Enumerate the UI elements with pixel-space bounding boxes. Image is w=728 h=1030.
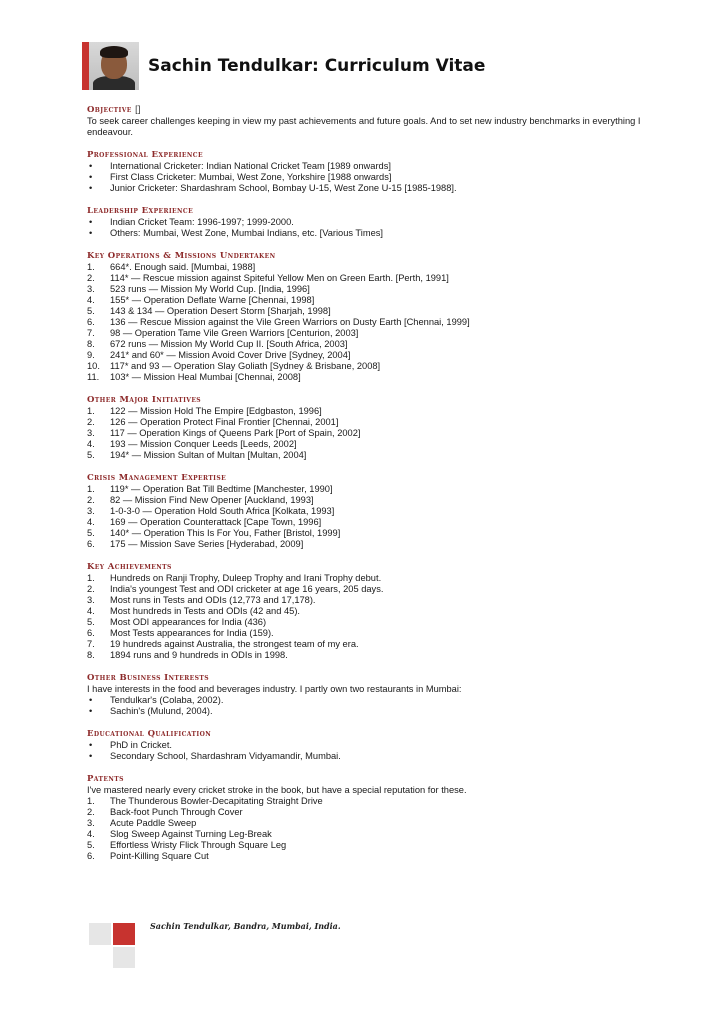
list-item-text: Most ODI appearances for India (436) bbox=[110, 617, 267, 627]
list-item bbox=[87, 751, 647, 762]
section-heading: Patents bbox=[87, 774, 124, 784]
section-professional-experience bbox=[87, 149, 647, 194]
section-patents bbox=[87, 773, 647, 862]
list-number: 2. bbox=[87, 417, 95, 427]
list-item-text: 169 — Operation Counterattack [Cape Town, 1996] bbox=[110, 517, 322, 527]
list-item-text: Others: Mumbai, West Zone, Mumbai Indians, etc. [Various Times] bbox=[110, 228, 383, 238]
list-number: 10. bbox=[87, 361, 100, 371]
section-crisis-management bbox=[87, 472, 647, 550]
list-item bbox=[87, 617, 647, 628]
objective-text: To seek career challenges keeping in view my past achievements and future goals. And to set new industry benchmarks in everything I endeavour. bbox=[87, 116, 641, 137]
list-item bbox=[87, 528, 647, 539]
list-number: 3. bbox=[87, 595, 95, 605]
list-item bbox=[87, 851, 647, 862]
bullet-icon: • bbox=[89, 706, 93, 716]
list-item bbox=[87, 306, 647, 317]
list-item-text: 82 — Mission Find New Opener [Auckland, 1993] bbox=[110, 495, 314, 505]
section-heading: Key Achievements bbox=[87, 562, 172, 572]
list-item bbox=[87, 573, 647, 584]
footer-address: Sachin Tendulkar, Bandra, Mumbai, India. bbox=[150, 921, 341, 931]
list-item bbox=[87, 484, 647, 495]
list-number: 9. bbox=[87, 350, 95, 360]
placeholder-marker: [] bbox=[135, 104, 141, 114]
list-item bbox=[87, 796, 647, 807]
list-item-text: 114* — Rescue mission against Spiteful Yellow Men on Green Earth. [Perth, 1991] bbox=[110, 273, 449, 283]
list-item bbox=[87, 417, 647, 428]
list-item bbox=[87, 450, 647, 461]
list-item-text: 1894 runs and 9 hundreds in ODIs in 1998. bbox=[110, 650, 288, 660]
list-item bbox=[87, 517, 647, 528]
list-item bbox=[87, 606, 647, 617]
list-item-text: Tendulkar's (Colaba, 2002). bbox=[110, 695, 224, 705]
list-item-text: 672 runs — Mission My World Cup II. [South Africa, 2003] bbox=[110, 339, 348, 349]
list-item bbox=[87, 706, 647, 717]
footer-accent-square bbox=[113, 923, 135, 945]
list-item bbox=[87, 639, 647, 650]
objective-heading: Objective bbox=[87, 105, 132, 115]
list-number: 3. bbox=[87, 818, 95, 828]
list-item-text: Sachin's (Mulund, 2004). bbox=[110, 706, 213, 716]
list-item bbox=[87, 439, 647, 450]
list-item bbox=[87, 695, 647, 706]
list-item bbox=[87, 829, 647, 840]
list-number: 1. bbox=[87, 484, 95, 494]
list-item-text: Hundreds on Ranji Trophy, Duleep Trophy and Irani Trophy debut. bbox=[110, 573, 382, 583]
list-number: 2. bbox=[87, 495, 95, 505]
list-item-text: 136 — Rescue Mission against the Vile Green Warriors on Dusty Earth [Chennai, 1999] bbox=[110, 317, 470, 327]
list-number: 5. bbox=[87, 617, 95, 627]
list-item-text: 664*. Enough said. [Mumbai, 1988] bbox=[110, 262, 256, 272]
list-item-text: 122 — Mission Hold The Empire [Edgbaston, 1996] bbox=[110, 406, 322, 416]
list-item bbox=[87, 428, 647, 439]
section-heading: Crisis Management Expertise bbox=[87, 473, 227, 483]
list-item-text: 241* and 60* — Mission Avoid Cover Drive [Sydney, 2004] bbox=[110, 350, 351, 360]
list-item-text: The Thunderous Bowler-Decapitating Straight Drive bbox=[110, 796, 323, 806]
list-item-text: Indian Cricket Team: 1996-1997; 1999-2000. bbox=[110, 217, 294, 227]
list-number: 11. bbox=[87, 372, 100, 382]
list-number: 1. bbox=[87, 573, 95, 583]
list-number: 5. bbox=[87, 306, 95, 316]
list-item-text: PhD in Cricket. bbox=[110, 740, 172, 750]
list-item bbox=[87, 506, 647, 517]
list-number: 2. bbox=[87, 584, 95, 594]
section-heading: Professional Experience bbox=[87, 150, 203, 160]
list-number: 5. bbox=[87, 450, 95, 460]
bullet-icon: • bbox=[89, 161, 93, 171]
list-item bbox=[87, 172, 647, 183]
list-item bbox=[87, 328, 647, 339]
list-item-text: 175 — Mission Save Series [Hyderabad, 2009] bbox=[110, 539, 304, 549]
list-item-text: Most Tests appearances for India (159). bbox=[110, 628, 274, 638]
list-item-text: 155* — Operation Deflate Warne [Chennai, 1998] bbox=[110, 295, 315, 305]
list-item bbox=[87, 217, 647, 228]
list-item-text: Effortless Wristy Flick Through Square Leg bbox=[110, 840, 287, 850]
list-item-text: Secondary School, Shardashram Vidyamandir, Mumbai. bbox=[110, 751, 341, 761]
list-number: 4. bbox=[87, 517, 95, 527]
accent-bar bbox=[82, 42, 89, 90]
list-item bbox=[87, 406, 647, 417]
profile-photo bbox=[89, 42, 139, 90]
list-item-text: 194* — Mission Sultan of Multan [Multan, 2004] bbox=[110, 450, 307, 460]
resume-body bbox=[87, 103, 647, 873]
section-other-initiatives bbox=[87, 394, 647, 461]
list-number: 4. bbox=[87, 829, 95, 839]
list-item bbox=[87, 628, 647, 639]
list-item bbox=[87, 807, 647, 818]
list-number: 5. bbox=[87, 528, 95, 538]
list-item-text: India's youngest Test and ODI cricketer at age 16 years, 205 days. bbox=[110, 584, 384, 594]
list-number: 4. bbox=[87, 439, 95, 449]
bullet-icon: • bbox=[89, 183, 93, 193]
list-number: 7. bbox=[87, 328, 95, 338]
list-item-text: 119* — Operation Bat Till Bedtime [Manchester, 1990] bbox=[110, 484, 333, 494]
section-key-achievements bbox=[87, 561, 647, 661]
list-item bbox=[87, 595, 647, 606]
list-item-text: 117 — Operation Kings of Queens Park [Port of Spain, 2002] bbox=[110, 428, 361, 438]
bullet-icon: • bbox=[89, 172, 93, 182]
bullet-icon: • bbox=[89, 217, 93, 227]
list-number: 6. bbox=[87, 628, 95, 638]
list-item-text: 1-0-3-0 — Operation Hold South Africa [Kolkata, 1993] bbox=[110, 506, 335, 516]
numbered-list bbox=[87, 573, 647, 661]
section-heading: Other Business Interests bbox=[87, 673, 209, 683]
list-number: 4. bbox=[87, 606, 95, 616]
list-item-text: 19 hundreds against Australia, the strongest team of my era. bbox=[110, 639, 359, 649]
list-item-text: Slog Sweep Against Turning Leg-Break bbox=[110, 829, 272, 839]
list-item-text: Most runs in Tests and ODIs (12,773 and 17,178). bbox=[110, 595, 316, 605]
footer-square bbox=[89, 923, 111, 945]
list-item-text: 523 runs — Mission My World Cup. [India, 1996] bbox=[110, 284, 310, 294]
list-item bbox=[87, 262, 647, 273]
list-number: 2. bbox=[87, 273, 95, 283]
list-item bbox=[87, 584, 647, 595]
bullet-icon: • bbox=[89, 740, 93, 750]
list-item bbox=[87, 228, 647, 239]
list-number: 1. bbox=[87, 796, 95, 806]
list-number: 8. bbox=[87, 650, 95, 660]
list-number: 4. bbox=[87, 295, 95, 305]
bullet-list bbox=[87, 217, 647, 239]
list-number: 1. bbox=[87, 406, 95, 416]
bullet-icon: • bbox=[89, 751, 93, 761]
list-number: 1. bbox=[87, 262, 95, 272]
bullet-list bbox=[87, 740, 647, 762]
list-number: 5. bbox=[87, 840, 95, 850]
list-item bbox=[87, 295, 647, 306]
list-item-text: 103* — Mission Heal Mumbai [Chennai, 2008] bbox=[110, 372, 301, 382]
section-heading: Educational Qualification bbox=[87, 729, 212, 739]
list-number: 8. bbox=[87, 339, 95, 349]
section-business-interests bbox=[87, 672, 647, 717]
section-heading: Leadership Experience bbox=[87, 206, 194, 216]
list-number: 3. bbox=[87, 284, 95, 294]
list-number: 3. bbox=[87, 428, 95, 438]
list-item bbox=[87, 284, 647, 295]
section-heading: Key Operations & Missions Undertaken bbox=[87, 251, 276, 261]
list-item bbox=[87, 650, 647, 661]
list-item-text: Acute Paddle Sweep bbox=[110, 818, 197, 828]
footer-square bbox=[113, 947, 135, 968]
list-item-text: 126 — Operation Protect Final Frontier [Chennai, 2001] bbox=[110, 417, 339, 427]
list-item bbox=[87, 740, 647, 751]
list-item bbox=[87, 161, 647, 172]
list-item bbox=[87, 183, 647, 194]
list-number: 7. bbox=[87, 639, 95, 649]
list-item bbox=[87, 339, 647, 350]
list-item bbox=[87, 840, 647, 851]
list-item-text: First Class Cricketer: Mumbai, West Zone, Yorkshire [1988 onwards] bbox=[110, 172, 392, 182]
list-item-text: International Cricketer: Indian National Cricket Team [1989 onwards] bbox=[110, 161, 391, 171]
list-number: 6. bbox=[87, 539, 95, 549]
business-text: I have interests in the food and beverages industry. I partly own two restaurants in Mumbai: bbox=[87, 684, 462, 694]
patents-text: I've mastered nearly every cricket stroke in the book, but have a special reputation for these. bbox=[87, 785, 467, 795]
list-item bbox=[87, 361, 647, 372]
section-objective bbox=[87, 103, 647, 138]
list-item bbox=[87, 539, 647, 550]
page-title: Sachin Tendulkar: Curriculum Vitae bbox=[148, 56, 486, 76]
list-item bbox=[87, 317, 647, 328]
numbered-list bbox=[87, 484, 647, 550]
bullet-list bbox=[87, 161, 647, 194]
list-item-text: 143 & 134 — Operation Desert Storm [Sharjah, 1998] bbox=[110, 306, 331, 316]
list-number: 2. bbox=[87, 807, 95, 817]
list-item bbox=[87, 372, 647, 383]
list-number: 6. bbox=[87, 851, 95, 861]
list-item-text: 98 — Operation Tame Vile Green Warriors [Centurion, 2003] bbox=[110, 328, 359, 338]
bullet-icon: • bbox=[89, 695, 93, 705]
numbered-list bbox=[87, 406, 647, 461]
list-item bbox=[87, 495, 647, 506]
list-item bbox=[87, 273, 647, 284]
list-item-text: 140* — Operation This Is For You, Father [Bristol, 1999] bbox=[110, 528, 341, 538]
list-item-text: Most hundreds in Tests and ODIs (42 and 45). bbox=[110, 606, 301, 616]
section-key-operations bbox=[87, 250, 647, 383]
numbered-list bbox=[87, 796, 647, 862]
list-item-text: Junior Cricketer: Shardashram School, Bombay U-15, West Zone U-15 [1985-1988]. bbox=[110, 183, 457, 193]
list-number: 3. bbox=[87, 506, 95, 516]
list-number: 6. bbox=[87, 317, 95, 327]
section-leadership-experience bbox=[87, 205, 647, 239]
list-item-text: Point-Killing Square Cut bbox=[110, 851, 209, 861]
section-heading: Other Major Initiatives bbox=[87, 395, 202, 405]
list-item bbox=[87, 350, 647, 361]
list-item-text: 117* and 93 — Operation Slay Goliath [Sydney & Brisbane, 2008] bbox=[110, 361, 381, 371]
bullet-icon: • bbox=[89, 228, 93, 238]
numbered-list bbox=[87, 262, 647, 383]
section-education bbox=[87, 728, 647, 762]
bullet-list bbox=[87, 695, 647, 717]
list-item bbox=[87, 818, 647, 829]
section-heading bbox=[87, 103, 647, 116]
list-item-text: Back-foot Punch Through Cover bbox=[110, 807, 243, 817]
list-item-text: 193 — Mission Conquer Leeds [Leeds, 2002] bbox=[110, 439, 297, 449]
